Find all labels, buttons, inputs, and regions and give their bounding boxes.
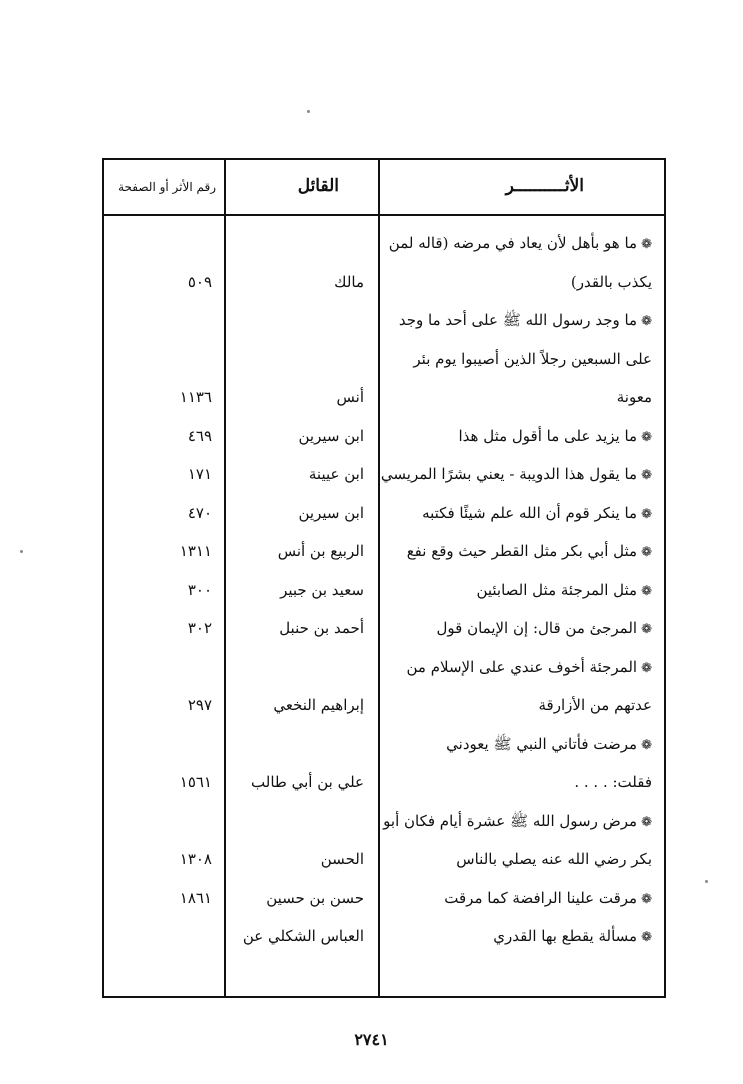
ref-number: ١٣١١ (179, 542, 212, 560)
qail-text: الحسن (320, 850, 364, 868)
athar-line: على السبعين رجلاً الذين أصيبوا يوم بئر (413, 349, 652, 368)
athar-line: عدتهم من الأزارقة (538, 696, 652, 714)
athar-text (382, 301, 652, 341)
ref-number: ١٥٦١ (179, 773, 212, 791)
athar-text (382, 917, 652, 957)
bullet-star-icon: ❁ (641, 660, 652, 676)
athar-line: ما هو بأهل لأن يعاد في مرضه (قاله لمن (388, 234, 638, 252)
qail-text: علي بن أبي طالب (251, 773, 364, 791)
ref-number: ١١٣٦ (179, 388, 212, 406)
athar-text (382, 378, 652, 416)
ref-number: ٢٩٧ (187, 696, 212, 714)
qail-text: ابن عيينة (308, 465, 364, 483)
qail-text: العباس الشكلي عن (242, 927, 364, 945)
athar-text (382, 609, 652, 649)
qail-text: حسن بن حسين (266, 888, 364, 907)
bullet-star-icon: ❁ (641, 545, 652, 560)
athar-line: ما وجد رسول الله ﷺ على أحد ما وجد (398, 311, 638, 329)
qail-text: الربيع بن أنس (277, 542, 364, 560)
qail-text: مالك (334, 272, 364, 291)
athar-text (382, 455, 652, 495)
scan-speck (20, 550, 23, 553)
qail-text: أحمد بن حنبل (279, 619, 364, 637)
header-qail: القائل (297, 176, 339, 196)
bullet-star-icon: ❁ (641, 737, 652, 753)
bullet-star-icon: ❁ (641, 468, 652, 483)
athar-line: بكر رضي الله عنه يصلي بالناس (456, 850, 652, 868)
ref-number: ١٧١ (187, 465, 212, 483)
scan-speck (307, 110, 310, 113)
athar-line: مرضت فأتاني النبي ﷺ يعودني (446, 734, 638, 753)
athar-text (382, 802, 652, 842)
bullet-star-icon: ❁ (641, 814, 652, 830)
bullet-star-icon: ❁ (641, 583, 652, 599)
bullet-star-icon: ❁ (641, 506, 652, 522)
athar-text (382, 763, 652, 801)
athar-line: ما ينكر قوم أن الله علم شيئًا فكتبه (422, 503, 638, 522)
bullet-star-icon: ❁ (641, 891, 652, 907)
bullet-star-icon: ❁ (641, 314, 652, 329)
athar-line: فقلت: . . . . (574, 773, 652, 791)
athar-text (382, 879, 652, 919)
athar-line: ما يزيد على ما أقول مثل هذا (458, 426, 638, 445)
athar-text (382, 571, 652, 611)
ref-number: ٥٠٩ (187, 272, 212, 291)
athar-line: معونة (616, 388, 652, 406)
bullet-star-icon: ❁ (641, 429, 652, 445)
bullet-star-icon: ❁ (641, 237, 652, 252)
ref-number: ١٨٦١ (179, 888, 212, 907)
page-number: ٢٧٤١ (354, 1030, 389, 1049)
athar-text (382, 725, 652, 765)
athar-text (382, 263, 652, 301)
ref-number: ٤٧٠ (187, 503, 212, 522)
athar-line: مرض رسول الله ﷺ عشرة أيام فكان أبو (383, 811, 638, 830)
athar-text (382, 532, 652, 572)
ref-number: ٣٠٢ (187, 619, 212, 637)
qail-text: ابن سيرين (298, 503, 364, 522)
ref-number: ٣٠٠ (187, 580, 212, 599)
athar-line: مثل أبي بكر مثل القطر حيث وقع نفع (406, 542, 638, 560)
athar-text (382, 340, 652, 378)
qail-text: أنس (336, 388, 364, 406)
index-table (102, 158, 666, 998)
athar-line: مرقت علينا الرافضة كما مرقت (444, 888, 638, 907)
qail-text: سعيد بن جبير (280, 580, 364, 599)
header-ref: رقم الأثر أو الصفحة (118, 180, 216, 194)
athar-line: مثل المرجئة مثل الصابئين (476, 580, 638, 599)
column-divider (378, 160, 380, 996)
qail-text: إبراهيم النخعي (273, 696, 364, 714)
ref-number: ٤٦٩ (187, 426, 212, 445)
ref-number: ١٣٠٨ (179, 850, 212, 868)
athar-line: المرجئ من قال: إن الإيمان قول (436, 619, 638, 637)
qail-text: ابن سيرين (298, 426, 364, 445)
scan-speck (705, 880, 708, 883)
athar-line: ما يقول هذا الدويبة - يعني بشرًا المريسي (380, 465, 638, 483)
header-divider (104, 214, 664, 216)
athar-text (382, 648, 652, 688)
athar-line: يكذب بالقدر) (570, 272, 652, 291)
bullet-star-icon: ❁ (641, 930, 652, 945)
athar-line: المرجئة أخوف عندي على الإسلام من (406, 657, 638, 676)
athar-text (382, 840, 652, 878)
athar-text (382, 494, 652, 534)
athar-line: مسألة يقطع بها القدري (493, 927, 638, 945)
bullet-star-icon: ❁ (641, 622, 652, 637)
athar-text (382, 417, 652, 457)
athar-text (382, 224, 652, 264)
athar-text (382, 686, 652, 724)
header-athar: الأثــــــــــر (505, 176, 584, 196)
